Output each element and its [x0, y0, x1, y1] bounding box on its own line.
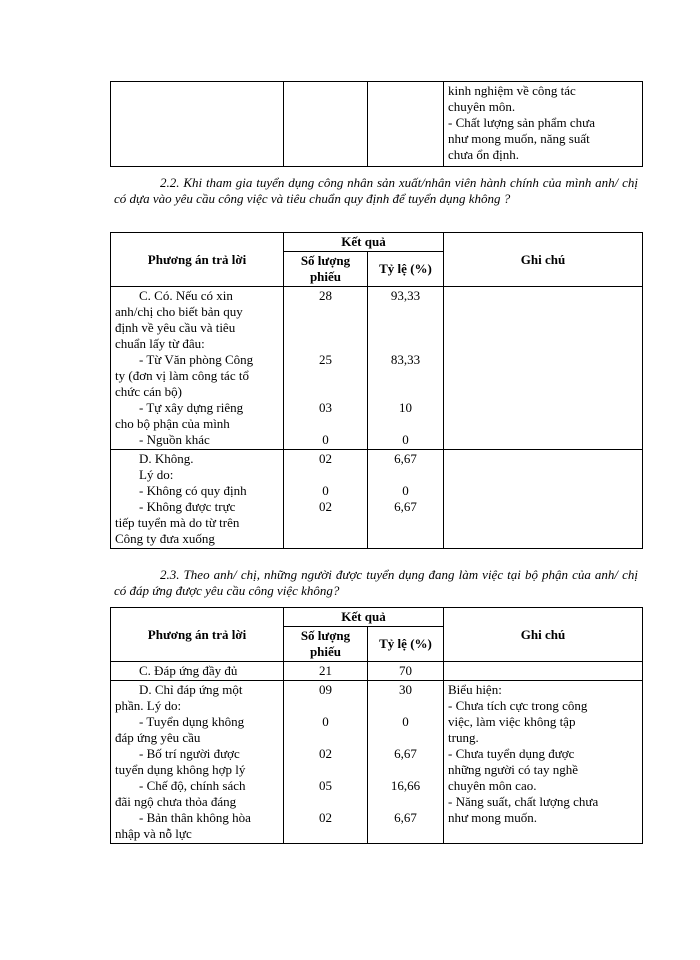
header-count: Số lượng phiếu [284, 627, 368, 662]
note-line: trung. [448, 730, 479, 745]
answer-line: tiếp tuyển mà do từ trên [115, 515, 240, 530]
header-note: Ghi chú [444, 608, 643, 662]
answer-cell-c [111, 662, 284, 681]
answer-line: tuyển dụng không hợp lý [115, 762, 246, 777]
count-value: 03 [319, 400, 332, 415]
note-cell-c [444, 662, 643, 681]
percent-cell-d [368, 681, 444, 844]
answer-cell-c [111, 287, 284, 450]
note-line: những người có tay nghề [448, 762, 579, 777]
answer-line: Lý do: [139, 467, 174, 482]
q22-table [110, 232, 643, 549]
percent-value: 30 [399, 682, 412, 697]
header-count: Số lượng phiếu [284, 252, 368, 287]
answer-cell-d [111, 450, 284, 549]
answer-line: chức cán bộ) [115, 384, 182, 399]
question-2-2: 2.2. Khi tham gia tuyển dụng công nhân sản xuất/nhân viên hành chính của mình anh/ chị có dựa vào yêu cầu công việc và tiêu chuẩn quy định để tuyển dụng không ? [114, 175, 638, 206]
answer-line: - Nguồn khác [139, 432, 210, 447]
note-line: - Năng suất, chất lượng chưa [448, 794, 599, 809]
q23-table [110, 607, 643, 844]
note-line: chuyên môn. [448, 99, 516, 114]
answer-line: ty (đơn vị làm công tác tổ [115, 368, 249, 383]
percent-value: 0 [402, 483, 409, 498]
answer-line: C. Có. Nếu có xin [139, 288, 233, 303]
note-line: như mong muốn. [448, 810, 538, 825]
note-line: việc, làm việc không tập [448, 714, 576, 729]
answer-line: cho bộ phận của mình [115, 416, 230, 431]
top-table [110, 81, 643, 167]
answer-line: D. Chỉ đáp ứng một [139, 682, 243, 697]
percent-value: 93,33 [390, 288, 421, 303]
note-line: chuyên môn cao. [448, 778, 537, 793]
percent-value: 83,33 [390, 352, 421, 367]
answer-line: định về yêu cầu và tiêu [115, 320, 236, 335]
percent-value: 16,66 [390, 778, 421, 793]
note-line: kinh nghiệm về công tác [448, 83, 576, 98]
percent-value: 0 [402, 432, 409, 447]
count-value: 02 [319, 451, 332, 466]
answer-line: - Tuyển dụng không [139, 714, 245, 729]
header-result: Kết quả [284, 608, 444, 627]
answer-line: - Không có quy định [139, 483, 247, 498]
top-percent-cell [368, 82, 444, 167]
header-percent: Tỷ lệ (%) [368, 252, 444, 287]
answer-line: đáp ứng yêu cầu [115, 730, 201, 745]
answer-cell-d [111, 681, 284, 844]
header-note: Ghi chú [444, 233, 643, 287]
count-value: 02 [319, 810, 332, 825]
count-value: 0 [322, 432, 329, 447]
count-cell-d [284, 450, 368, 549]
count-cell-c: 21 [284, 662, 368, 681]
count-value: 28 [319, 288, 332, 303]
count-value: 05 [319, 778, 332, 793]
top-note-cell [444, 82, 643, 167]
percent-value: 6,67 [394, 810, 417, 825]
note-line: - Chưa tích cực trong công [448, 698, 588, 713]
header-result: Kết quả [284, 233, 444, 252]
percent-cell-c [368, 287, 444, 450]
header-percent: Tỷ lệ (%) [368, 627, 444, 662]
answer-line: đãi ngộ chưa thỏa đáng [115, 794, 237, 809]
note-line: như mong muốn, năng suất [448, 131, 590, 146]
note-cell-d [444, 681, 643, 844]
note-line: - Chất lượng sản phẩm chưa [448, 115, 595, 130]
count-cell-c [284, 287, 368, 450]
answer-line: - Bố trí người được [139, 746, 240, 761]
count-value: 09 [319, 682, 332, 697]
answer-line: D. Không. [139, 451, 194, 466]
note-cell-c [444, 287, 643, 450]
count-value: 0 [322, 714, 329, 729]
count-value: 25 [319, 352, 332, 367]
percent-cell-c: 70 [368, 662, 444, 681]
answer-line: anh/chị cho biết bản quy [115, 304, 243, 319]
note-cell-d [444, 450, 643, 549]
percent-value: 6,67 [394, 746, 417, 761]
answer-line: nhập và nỗ lực [115, 826, 192, 841]
count-cell-d [284, 681, 368, 844]
percent-value: 0 [402, 714, 409, 729]
note-line: chưa ổn định. [448, 147, 519, 162]
answer-line: Công ty đưa xuống [115, 531, 215, 546]
answer-line: phần. Lý do: [115, 698, 182, 713]
question-2-3: 2.3. Theo anh/ chị, những người được tuyển dụng đang làm việc tại bộ phận của anh/ chị có đáp ứng được yêu cầu công việc không? [114, 567, 638, 598]
note-line: - Chưa tuyển dụng được [448, 746, 575, 761]
answer-line: - Bản thân không hòa [139, 810, 251, 825]
answer-line: - Tự xây dựng riêng [139, 400, 244, 415]
answer-line: chuẩn lấy từ đâu: [115, 336, 205, 351]
header-answer: Phương án trả lời [111, 608, 284, 662]
answer-line: - Không được trực [139, 499, 236, 514]
count-value: 02 [319, 499, 332, 514]
answer-line: - Chế độ, chính sách [139, 778, 246, 793]
note-line: Biểu hiện: [448, 682, 502, 697]
answer-line: C. Đáp ứng đầy đủ [139, 663, 238, 678]
top-answer-cell [111, 82, 284, 167]
percent-value: 10 [399, 400, 412, 415]
top-count-cell [284, 82, 368, 167]
count-value: 0 [322, 483, 329, 498]
count-value: 02 [319, 746, 332, 761]
header-answer: Phương án trả lời [111, 233, 284, 287]
answer-line: - Từ Văn phòng Công [139, 352, 254, 367]
percent-value: 6,67 [394, 451, 417, 466]
percent-cell-d [368, 450, 444, 549]
percent-value: 6,67 [394, 499, 417, 514]
